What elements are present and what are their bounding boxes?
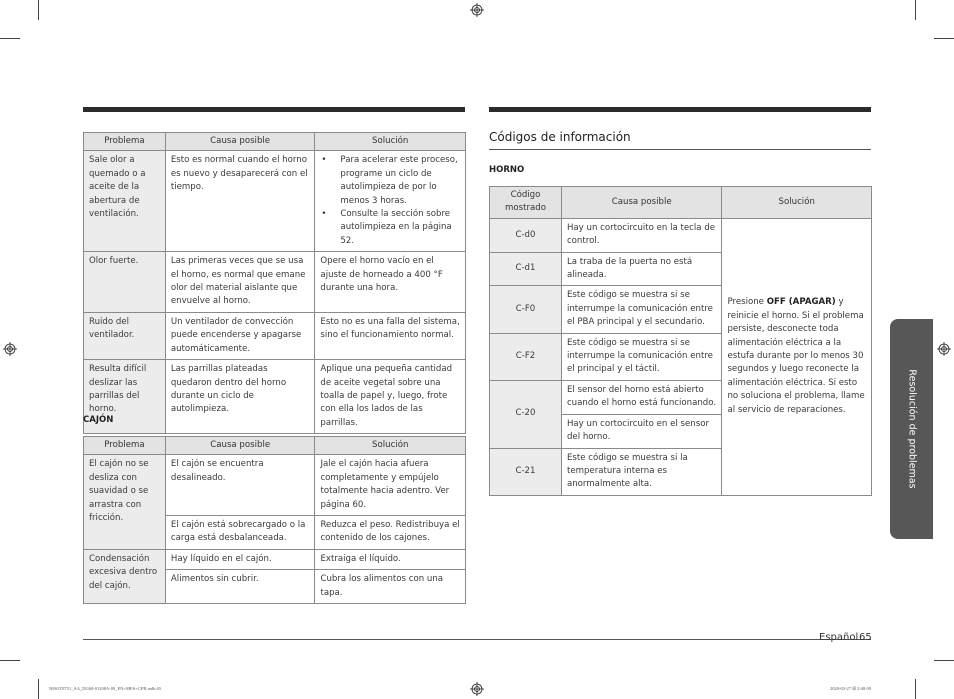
cause-cell: El cajón está sobrecargado o la carga está desbalanceada. xyxy=(165,516,315,550)
troubleshooting-table-oven xyxy=(83,132,466,434)
cause-cell: El sensor del horno está abierto cuando el horno está funcionando. xyxy=(561,380,721,414)
right-column-rule xyxy=(489,107,871,112)
solution-cell xyxy=(315,151,466,252)
column-header: Problema xyxy=(84,133,166,151)
crop-mark xyxy=(0,38,20,39)
off-apagar-key: OFF (APAGAR) xyxy=(766,297,836,308)
cause-cell: Este código se muestra si se interrumpe la comunicación entre el principal y el táctil. xyxy=(561,333,721,380)
crop-mark xyxy=(915,679,916,699)
problem-cell: Condensación excesiva dentro del cajón. xyxy=(84,549,166,603)
problem-cell: Sale olor a quemado o a aceite de la abertura de ventilación. xyxy=(84,151,166,252)
problem-cell: Olor fuerte. xyxy=(84,252,166,313)
table-row xyxy=(84,455,466,516)
column-header: Solución xyxy=(722,187,872,219)
title-underline xyxy=(489,149,871,150)
problem-cell: El cajón no se desliza con suavidad o se arrastra con fricción. xyxy=(84,455,166,549)
solution-bullet: • Consulte la sección sobre autolimpieza en la página 52. xyxy=(320,208,460,248)
section-title: Códigos de información xyxy=(489,130,631,144)
cause-cell: Alimentos sin cubrir. xyxy=(165,570,315,604)
print-file-info: NE63T8751_AA_DG68-01208A-00_EN+MES+CFR.indb 65 xyxy=(49,686,162,691)
section-side-tab xyxy=(890,319,933,539)
info-codes-table xyxy=(489,186,872,496)
cause-cell: Esto es normal cuando el horno es nuevo y desaparecerá con el tiempo. xyxy=(165,151,315,252)
page-number: 65 xyxy=(859,632,872,643)
table-row xyxy=(490,218,872,252)
crop-mark xyxy=(38,0,39,20)
cause-cell: Este código se muestra si se interrumpe la comunicación entre el PBA principal y el secundario. xyxy=(561,286,721,333)
troubleshooting-table-drawer xyxy=(83,436,466,604)
code-cell: C-21 xyxy=(490,448,562,495)
solution-cell: Esto no es una falla del sistema, sino el funcionamiento normal. xyxy=(315,312,466,359)
solution-cell: Opere el horno vacío en el ajuste de horneado a 400 °F durante una hora. xyxy=(315,252,466,313)
code-cell: C-F0 xyxy=(490,286,562,333)
solution-bullet: • Para acelerar este proceso, programe un ciclo de autolimpieza de por lo menos 3 horas. xyxy=(320,154,460,208)
solution-cell: Jale el cajón hacia afuera completamente y empújelo totalmente hacia adentro. Ver página 60. xyxy=(315,455,466,516)
section-label-cajon: CAJÓN xyxy=(83,415,114,425)
column-header: Solución xyxy=(315,437,466,455)
cause-cell: El cajón se encuentra desalineado. xyxy=(165,455,315,516)
print-date-info: 2020-03-27 ☒ 2:48:09 xyxy=(830,686,872,691)
column-header: Causa posible xyxy=(165,133,315,151)
cause-cell: La traba de la puerta no está alineada. xyxy=(561,252,721,286)
registration-mark-icon xyxy=(3,342,17,356)
table-row xyxy=(84,312,466,359)
table-row xyxy=(84,252,466,313)
cause-cell: Hay líquido en el cajón. xyxy=(165,549,315,569)
registration-mark-icon xyxy=(470,3,484,17)
cause-cell: Hay un cortocircuito en la tecla de control. xyxy=(561,218,721,252)
column-header: Solución xyxy=(315,133,466,151)
cause-cell: Las parrillas plateadas quedaron dentro del horno durante un ciclo de autolimpieza. xyxy=(165,360,315,434)
code-cell: C-20 xyxy=(490,380,562,448)
solution-cell: Presione OFF (APAGAR) y reinicie el horno. Si el problema persiste, desconecte toda alimentación eléctrica a la estufa durante por lo menos 30 segundos y luego reconecte la alimentación eléctrica. Si esto no soluciona el problema, llame al servicio de reparaciones. xyxy=(722,218,872,495)
code-cell: C-F2 xyxy=(490,333,562,380)
solution-cell: Reduzca el peso. Redistribuya el contenido de los cajones. xyxy=(315,516,466,550)
solution-cell: Extraiga el líquido. xyxy=(315,549,466,569)
crop-mark xyxy=(38,679,39,699)
cause-cell: Hay un cortocircuito en el sensor del horno. xyxy=(561,414,721,448)
problem-cell: Ruido del ventilador. xyxy=(84,312,166,359)
cause-cell: Un ventilador de convección puede encenderse y apagarse automáticamente. xyxy=(165,312,315,359)
code-cell: C-d1 xyxy=(490,252,562,286)
solution-cell: Aplique una pequeña cantidad de aceite vegetal sobre una toalla de papel y, luego, frote con ella los lados de las parrillas. xyxy=(315,360,466,434)
cause-cell: Las primeras veces que se usa el horno, es normal que emane olor del material aislante que envuelve al horno. xyxy=(165,252,315,313)
column-header: Código mostrado xyxy=(490,187,562,219)
code-cell: C-d0 xyxy=(490,218,562,252)
column-header: Causa posible xyxy=(561,187,721,219)
footer-rule xyxy=(83,639,871,640)
registration-mark-icon xyxy=(470,682,484,696)
side-tab-label: Resolución de problemas xyxy=(906,369,917,489)
table-row xyxy=(84,360,466,434)
solution-cell: Cubra los alimentos con una tapa. xyxy=(315,570,466,604)
crop-mark xyxy=(915,0,916,20)
column-header: Causa posible xyxy=(165,437,315,455)
table-row xyxy=(84,549,466,569)
cause-cell: Este código se muestra si la temperatura interna es anormalmente alta. xyxy=(561,448,721,495)
problem-cell: Resulta difícil deslizar las parrillas del horno. xyxy=(84,360,166,434)
registration-mark-icon xyxy=(937,342,951,356)
crop-mark xyxy=(934,660,954,661)
column-header: Problema xyxy=(84,437,166,455)
table-row xyxy=(84,151,466,252)
left-column-rule xyxy=(83,107,465,112)
crop-mark xyxy=(0,660,20,661)
footer-language: Español xyxy=(819,632,859,643)
crop-mark xyxy=(934,38,954,39)
subsection-label-horno: HORNO xyxy=(489,165,525,175)
